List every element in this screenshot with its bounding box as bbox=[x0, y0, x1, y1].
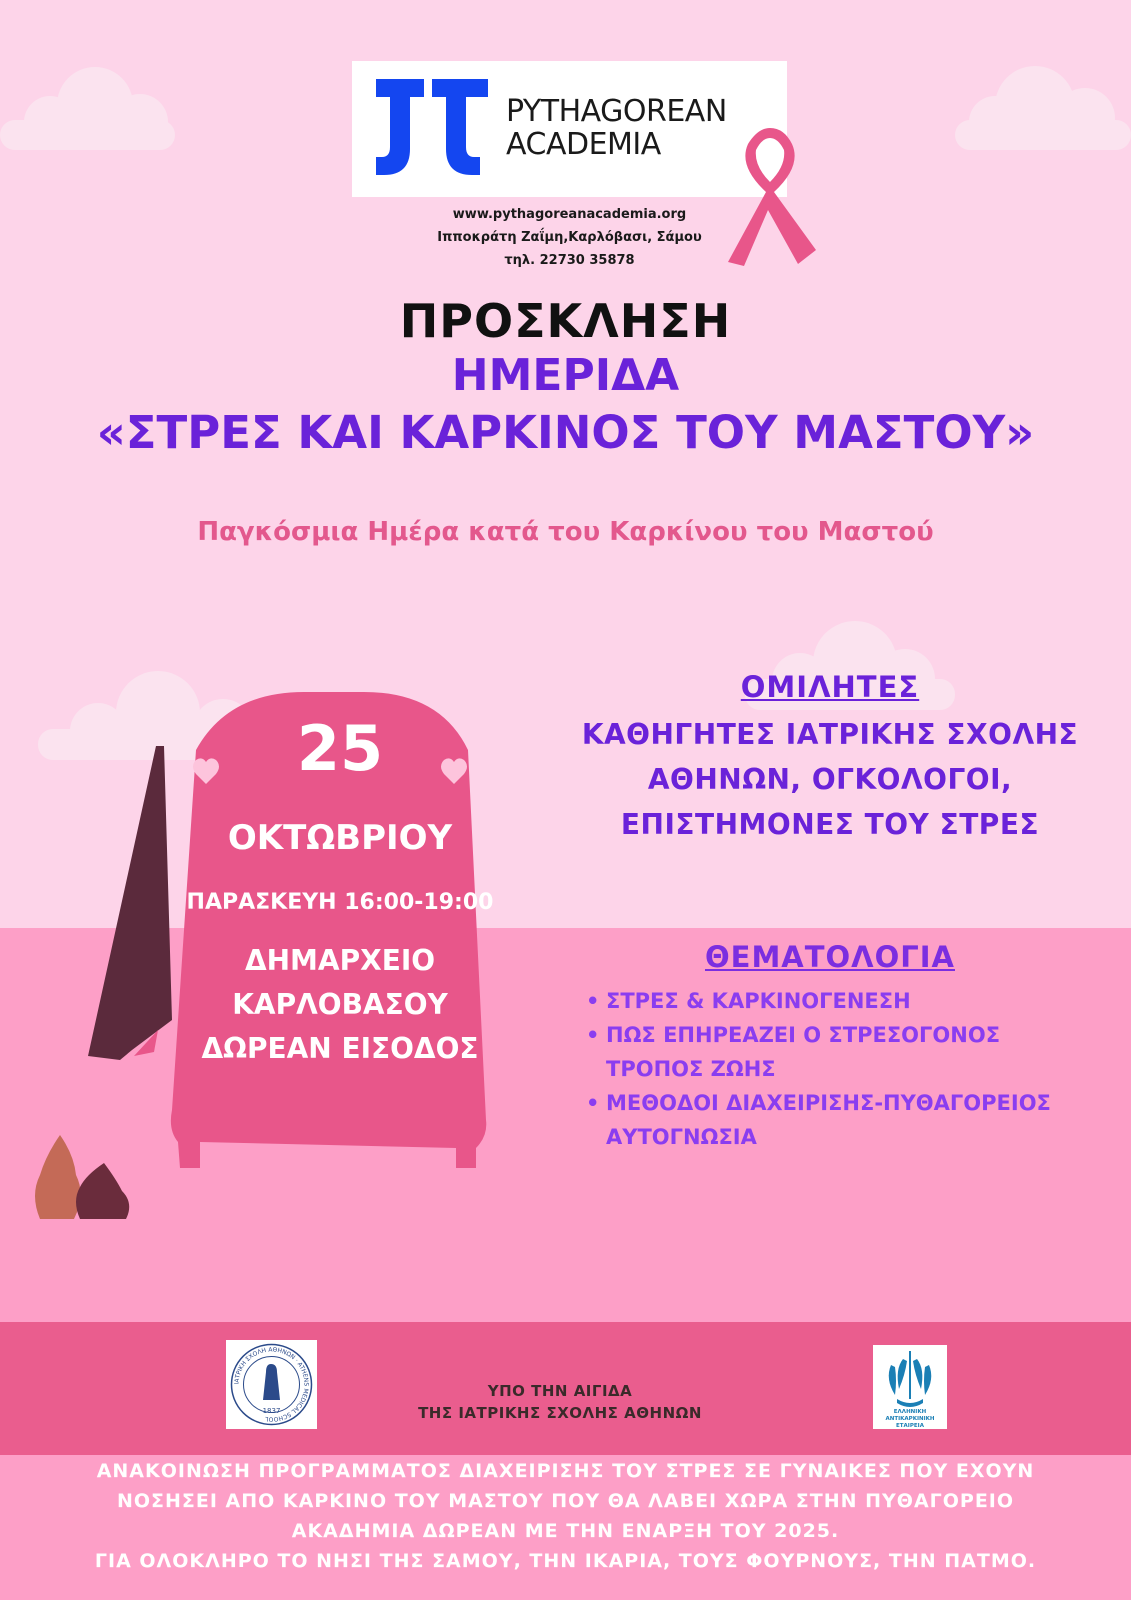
event-type: ΗΜΕΡΙΔΑ bbox=[451, 350, 680, 401]
aegis-text bbox=[380, 1380, 740, 1424]
venue-line2: ΚΑΡΛΟΒΑΣΟΥ bbox=[232, 988, 448, 1021]
speakers-line1: ΚΑΘΗΓΗΤΕΣ ΙΑΤΡΙΚΗΣ ΣΧΟΛΗΣ bbox=[581, 718, 1079, 751]
invitation-title: ΠΡΟΣΚΛΗΣΗ bbox=[399, 294, 732, 348]
topic-item: • ΠΩΣ ΕΠΗΡΕΑΖΕΙ Ο ΣΤΡΕΣΟΓΟΝΟΣ ΤΡΟΠΟΣ ΖΩΗΣ bbox=[584, 1018, 1104, 1086]
contact-website: www.pythagoreanacademia.org bbox=[452, 207, 687, 222]
academy-logo-text bbox=[506, 95, 727, 161]
speakers-heading: ΟΜΙΛΗΤΕΣ bbox=[740, 670, 920, 704]
society-line3: ΕΤΑΙΡΕΙΑ bbox=[896, 1423, 924, 1429]
event-title: «ΣΤΡΕΣ ΚΑΙ ΚΑΡΚΙΝΟΣ ΤΟΥ ΜΑΣΤΟΥ» bbox=[96, 406, 1035, 459]
venue-line1: ΔΗΜΑΡΧΕΙΟ bbox=[244, 944, 436, 977]
society-line2: ΑΝΤΙΚΑΡΚΙΝΙΚΗ bbox=[885, 1416, 935, 1422]
academy-logo-mark-icon bbox=[376, 79, 488, 175]
society-line1: ΕΛΛΗΝΙΚΗ bbox=[893, 1409, 927, 1415]
footer-line4: ΓΙΑ ΟΛΟΚΛΗΡΟ ΤΟ ΝΗΣΙ ΤΗΣ ΣΑΜΟΥ, ΤΗΝ ΙΚΑΡΙΑ, ΤΟΥΣ ΦΟΥΡΝΟΥΣ, ΤΗΝ ΠΑΤΜΟ. bbox=[94, 1550, 1037, 1572]
contact-address: Ιπποκράτη Ζαΐμη,Καρλόβασι, Σάμου bbox=[437, 230, 702, 245]
topics-list bbox=[584, 984, 1104, 1154]
event-time: ΠΑΡΑΣΚΕΥΗ 16:00-19:00 bbox=[186, 890, 494, 915]
footer-announcement bbox=[20, 1456, 1111, 1576]
free-entry: ΔΩΡΕΑΝ ΕΙΣΟΔΟΣ bbox=[201, 1032, 479, 1065]
topics-heading: ΘΕΜΑΤΟΛΟΓΙΑ bbox=[704, 940, 955, 974]
cancer-society-logo bbox=[873, 1345, 947, 1429]
academy-logo-line2: ACADEMIA bbox=[506, 127, 661, 162]
athens-medical-school-seal bbox=[226, 1340, 317, 1429]
event-day: 25 bbox=[296, 712, 384, 785]
event-month: ΟΚΤΩΒΡΙΟΥ bbox=[227, 818, 453, 858]
cloud-icon bbox=[955, 58, 1131, 150]
speakers-line2: ΑΘΗΝΩΝ, ΟΓΚΟΛΟΓΟΙ, bbox=[647, 763, 1013, 796]
speakers-line3: ΕΠΙΣΤΗΜΟΝΕΣ ΤΟΥ ΣΤΡΕΣ bbox=[620, 808, 1040, 841]
seal-ring-text: ΙΑΤΡΙΚΗ ΣΧΟΛΗ ΑΘΗΝΩΝ · ATHENS MEDICAL SCHOOL bbox=[233, 1346, 310, 1423]
footer-line3: ΑΚΑΔΗΜΙΑ ΔΩΡΕΑΝ ΜΕ ΤΗΝ ΕΝΑΡΞΗ ΤΟΥ 2025. bbox=[291, 1520, 840, 1542]
plant-icon bbox=[30, 1135, 140, 1220]
footer-line1: ΑΝΑΚΟΙΝΩΣΗ ΠΡΟΓΡΑΜΜΑΤΟΣ ΔΙΑΧΕΙΡΙΣΗΣ ΤΟΥ ΣΤΡΕΣ ΣΕ ΓΥΝΑΙΚΕΣ ΠΟΥ ΕΧΟΥΝ bbox=[96, 1460, 1035, 1482]
aegis-line2: ΤΗΣ ΙΑΤΡΙΚΗΣ ΣΧΟΛΗΣ ΑΘΗΝΩΝ bbox=[418, 1404, 702, 1422]
footer-line2: ΝΟΣΗΣΕΙ ΑΠΟ ΚΑΡΚΙΝΟ ΤΟΥ ΜΑΣΤΟΥ ΠΟΥ ΘΑ ΛΑΒΕΙ ΧΩΡΑ ΣΤΗΝ ΠΥΘΑΓΟΡΕΙΟ bbox=[116, 1490, 1015, 1512]
event-subtitle: Παγκόσμια Ημέρα κατά του Καρκίνου του Μαστού bbox=[197, 517, 934, 547]
academy-logo-line1: PYTHAGOREAN bbox=[506, 94, 727, 129]
contact-phone: τηλ. 22730 35878 bbox=[504, 253, 635, 268]
cloud-icon bbox=[0, 60, 175, 150]
topic-item: • ΜΕΘΟΔΟΙ ΔΙΑΧΕΙΡΙΣΗΣ-ΠΥΘΑΓΟΡΕΙΟΣ ΑΥΤΟΓΝΩΣΙΑ bbox=[584, 1086, 1104, 1154]
seal-year: 1837 bbox=[262, 1407, 281, 1415]
topic-item: • ΣΤΡΕΣ & ΚΑΡΚΙΝΟΓΕΝΕΣΗ bbox=[584, 984, 1104, 1018]
aegis-line1: ΥΠΟ ΤΗΝ ΑΙΓΙΔΑ bbox=[487, 1382, 633, 1400]
